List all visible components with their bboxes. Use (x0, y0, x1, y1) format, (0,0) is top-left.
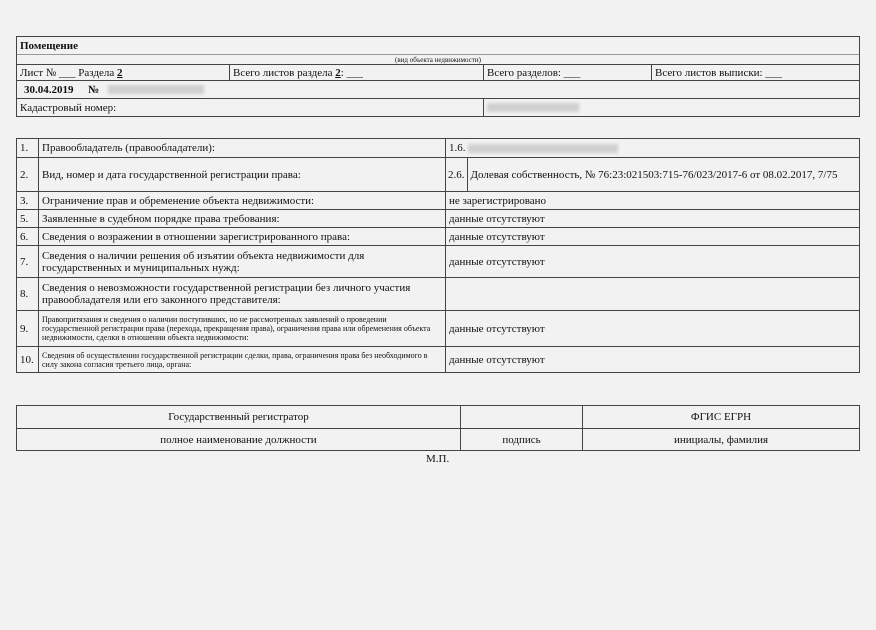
total-sheets-extract-cell: Всего листов выписки: ___ (652, 65, 860, 81)
header-table (16, 36, 860, 117)
date-number-cell: 30.04.2019 № (17, 81, 860, 99)
sheet-info-cell: Лист № ___ Раздела 2 (17, 65, 230, 81)
position-caption: полное наименование должности (17, 429, 461, 451)
redacted-cadastral-number (487, 103, 579, 112)
section-number: 2 (117, 66, 123, 79)
extract-date: 30.04.2019 (24, 83, 74, 96)
system-label: ФГИС ЕГРН (583, 406, 860, 429)
table-row: 8. Сведения о невозможности государственной регистрации без личного участия правообладателя или его законного представителя: (17, 278, 860, 311)
table-row: 10. Сведения об осуществлении государственной регистрации сделки, права, ограничения права без необходимого в силу закона согласия третьего лица, органа: данные отсутствуют (17, 347, 860, 373)
table-row: 9. Правопритязания и сведения о наличии поступивших, но не рассмотренных заявлений о проведении государственной регистрации права (перехода, прекращения права), ограничения права или обременения объекта недвижимости, сделки в отношении объекта недвижимости: данные отсутствуют (17, 311, 860, 347)
object-type-caption: (вид объекта недвижимости) (395, 55, 481, 64)
signature-blank (461, 406, 583, 429)
table-row: 6. Сведения о возражении в отношении зарегистрированного права: данные отсутствуют (17, 228, 860, 246)
table-row: 2. Вид, номер и дата государственной регистрации права: 2.6. Долевая собственность, № 76:23:021503:715-76/023/2017-6 от 08.02.2017, 7/75 (17, 158, 860, 192)
initials-caption: инициалы, фамилия (583, 429, 860, 451)
table-row: 1. Правообладатель (правообладатели): 1.6. (17, 139, 860, 158)
seal-label: М.П. (426, 453, 450, 465)
sign-caption: подпись (461, 429, 583, 451)
redacted-number (108, 85, 204, 94)
table-row: 7. Сведения о наличии решения об изъятии объекта недвижимости для государственных и муниципальных нужд: данные отсутствуют (17, 246, 860, 278)
signature-table (16, 405, 860, 451)
total-sheets-section-cell: Всего листов раздела 2: ___ (230, 65, 484, 81)
cadastral-label: Кадастровый номер: (20, 101, 117, 114)
table-row: 3. Ограничение прав и обременение объекта недвижимости: не зарегистрировано (17, 192, 860, 210)
redacted-owner (468, 144, 618, 153)
total-sections-cell: Всего разделов: ___ (484, 65, 652, 81)
object-type-title: Помещение (20, 39, 78, 52)
rights-table (16, 138, 860, 373)
table-row: 5. Заявленные в судебном порядке права требования: данные отсутствуют (17, 210, 860, 228)
registrar-label: Государственный регистратор (17, 406, 461, 429)
